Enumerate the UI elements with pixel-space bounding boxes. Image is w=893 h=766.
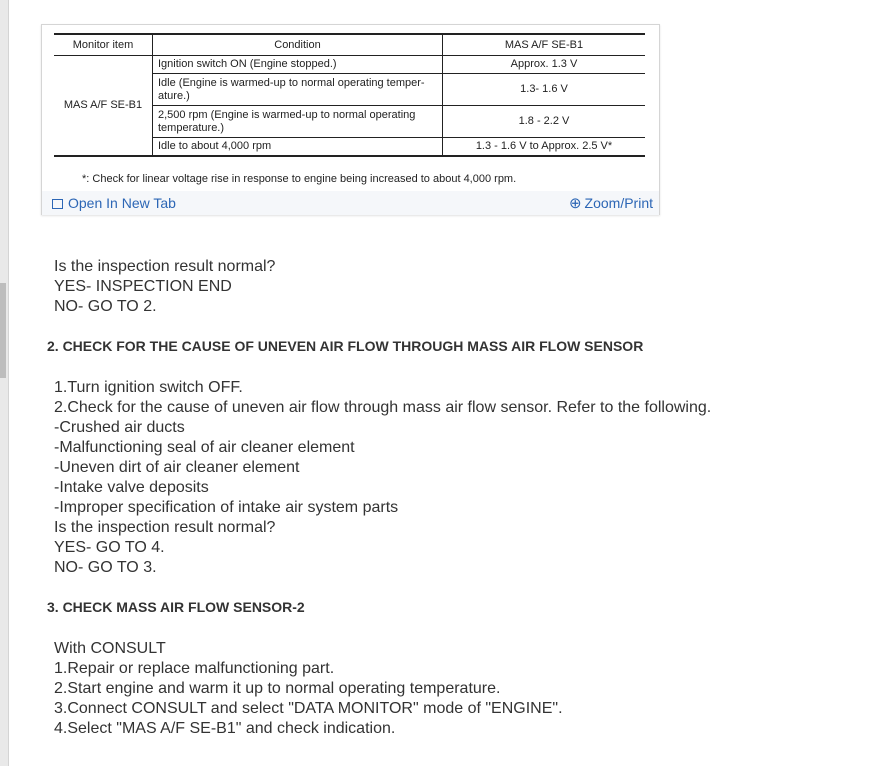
- condition-cell: Ignition switch ON (Engine stopped.): [153, 56, 443, 74]
- table-header-row: [54, 34, 645, 56]
- open-in-new-tab-label: Open In New Tab: [68, 195, 176, 211]
- zoom-print-link[interactable]: [569, 194, 653, 212]
- step3-line: With CONSULT: [54, 640, 166, 657]
- header-monitor-item: Monitor item: [54, 34, 153, 56]
- step3-line: 3.Connect CONSULT and select "DATA MONITOR" mode of "ENGINE".: [54, 700, 563, 717]
- left-scroll-thumb[interactable]: [0, 283, 6, 378]
- step3-line: 2.Start engine and warm it up to normal operating temperature.: [54, 680, 501, 697]
- step2-line: -Intake valve deposits: [54, 479, 209, 496]
- open-in-new-tab-icon: [52, 199, 63, 209]
- step2-line: 2.Check for the cause of uneven air flow through mass air flow sensor. Refer to the following.: [54, 399, 712, 416]
- monitor-item-cell: MAS A/F SE-B1: [54, 56, 153, 157]
- value-cell: 1.3- 1.6 V: [443, 74, 646, 106]
- monitor-spec-table: [54, 33, 645, 157]
- step2-line: YES- GO TO 4.: [54, 539, 165, 556]
- step2-line: -Uneven dirt of air cleaner element: [54, 459, 300, 476]
- table-row: [54, 56, 645, 74]
- step2-line: -Crushed air ducts: [54, 419, 185, 436]
- value-cell: 1.3 - 1.6 V to Approx. 2.5 V*: [443, 138, 646, 157]
- condition-cell: Idle (Engine is warmed-up to normal operating temper-ature.): [153, 74, 443, 106]
- left-panel-edge: [0, 0, 9, 766]
- step2-line: Is the inspection result normal?: [54, 519, 276, 536]
- step2-line: -Improper specification of intake air system parts: [54, 499, 399, 516]
- step3-line: 4.Select "MAS A/F SE-B1" and check indication.: [54, 720, 396, 737]
- header-value: MAS A/F SE-B1: [443, 34, 646, 56]
- step1-question: Is the inspection result normal?: [54, 258, 276, 275]
- figure-toolbar: [42, 191, 659, 215]
- condition-cell: Idle to about 4,000 rpm: [153, 138, 443, 157]
- step2-line: -Malfunctioning seal of air cleaner element: [54, 439, 355, 456]
- open-in-new-tab-link[interactable]: [52, 195, 176, 211]
- table-footnote: *: Check for linear voltage rise in response to engine being increased to about 4,000 rpm.: [82, 173, 517, 185]
- zoom-print-label: Zoom/Print: [584, 195, 653, 211]
- step1-no: NO- GO TO 2.: [54, 298, 157, 315]
- spec-figure: [41, 24, 660, 215]
- step2-heading: 2. CHECK FOR THE CAUSE OF UNEVEN AIR FLOW THROUGH MASS AIR FLOW SENSOR: [47, 338, 644, 354]
- zoom-in-icon: ⊕: [568, 195, 582, 212]
- header-condition: Condition: [153, 34, 443, 56]
- step2-line: 1.Turn ignition switch OFF.: [54, 379, 243, 396]
- step1-yes: YES- INSPECTION END: [54, 278, 232, 295]
- value-cell: 1.8 - 2.2 V: [443, 106, 646, 138]
- step3-line: 1.Repair or replace malfunctioning part.: [54, 660, 335, 677]
- condition-cell: 2,500 rpm (Engine is warmed-up to normal operating temperature.): [153, 106, 443, 138]
- step3-heading: 3. CHECK MASS AIR FLOW SENSOR-2: [47, 599, 305, 615]
- step2-line: NO- GO TO 3.: [54, 559, 157, 576]
- value-cell: Approx. 1.3 V: [443, 56, 646, 74]
